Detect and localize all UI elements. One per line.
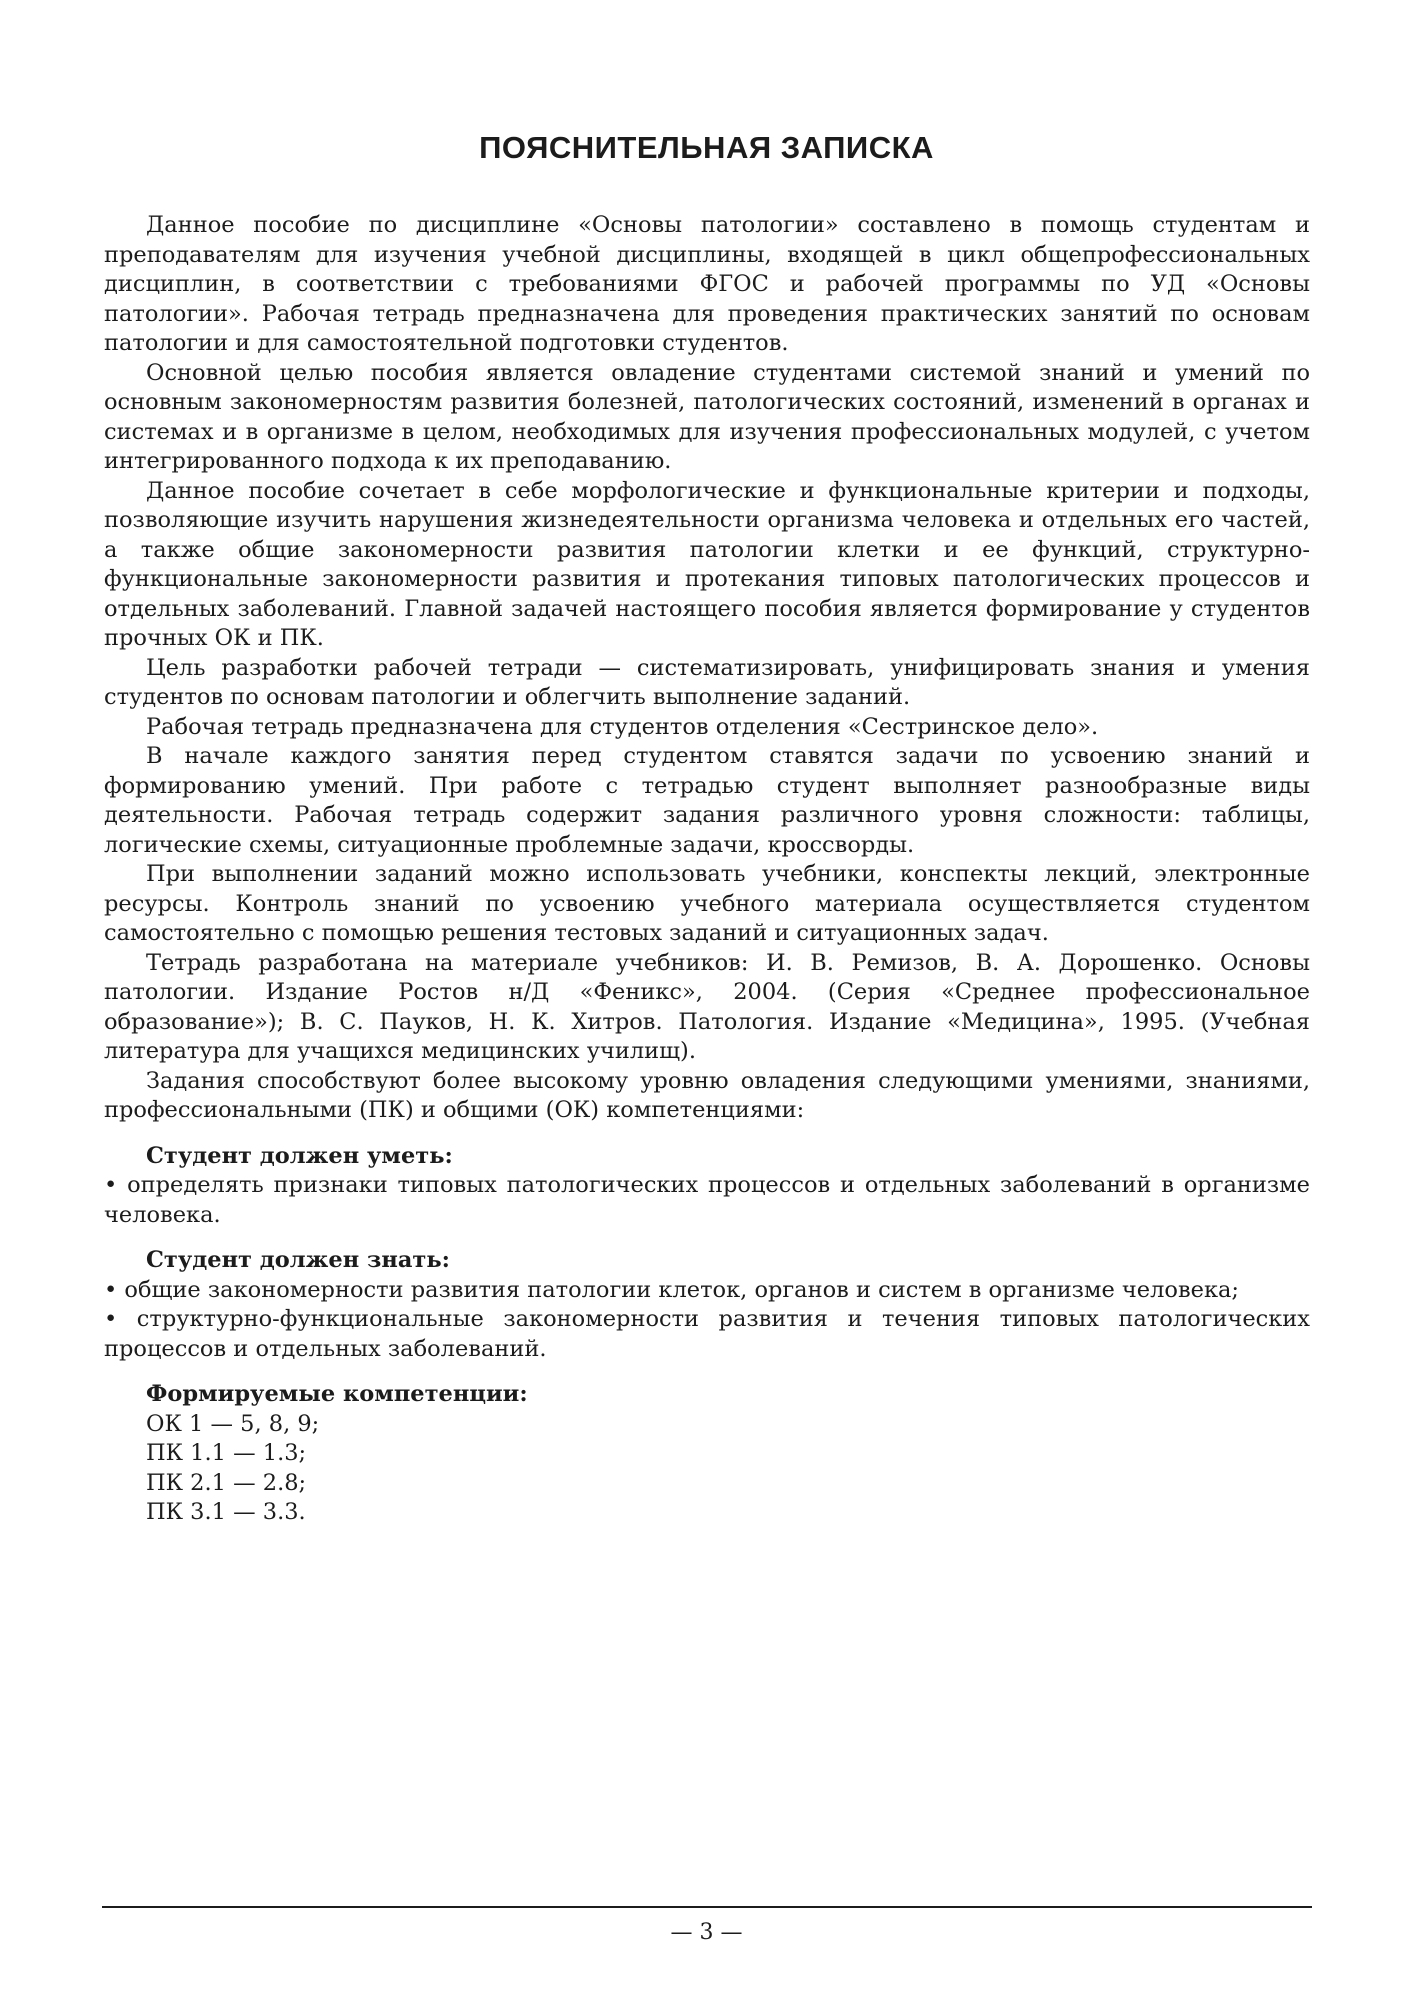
- paragraph: Данное пособие сочетает в себе морфологические и функциональные критерии и подходы, позволяющие изучить нарушения жизнедеятельности организма человека и отдельных его частей, а также общие закономерности развития патологии клетки и ее функций, структурно-функциональные закономерности развития и протекания типовых патологических процессов и отдельных заболеваний. Главной задачей настоящего пособия является формирование у студентов прочных ОК и ПК.: [104, 477, 1310, 651]
- knowledge-section: [104, 1246, 1310, 1364]
- competency-item: ПК 3.1 — 3.3.: [146, 1499, 306, 1525]
- competencies-heading: Формируемые компетенции:: [146, 1381, 528, 1407]
- competency-item: ПК 1.1 — 1.3;: [146, 1440, 307, 1466]
- paragraph: Тетрадь разработана на материале учебников: И. В. Ремизов, В. А. Дорошенко. Основы патологии. Издание Ростов н/Д «Феникс», 2004. (Серия «Среднее профессиональное образование»); В. С. Пауков, Н. К. Хитров. Патология. Издание «Медицина», 1995. (Учебная литература для учащихся медицинских училищ).: [104, 949, 1310, 1064]
- competency-item: ОК 1 — 5, 8, 9;: [146, 1410, 320, 1437]
- paragraph: Рабочая тетрадь предназначена для студентов отделения «Сестринское дело».: [146, 713, 1099, 740]
- skills-item: • определять признаки типовых патологических процессов и отдельных заболеваний в организме человека.: [104, 1172, 1310, 1228]
- document-body: [104, 211, 1310, 1528]
- skills-heading: Студент должен уметь:: [146, 1142, 453, 1169]
- paragraph: Цель разработки рабочей тетради — систематизировать, унифицировать знания и умения студентов по основам патологии и облегчить выполнение заданий.: [104, 654, 1310, 710]
- paragraph: В начале каждого занятия перед студентом ставятся задачи по усвоению знаний и формированию умений. При работе с тетрадью студент выполняет разнообразные виды деятельности. Рабочая тетрадь содержит задания различного уровня сложности: таблицы, логические схемы, ситуационные проблемные задачи, кроссворды.: [104, 743, 1310, 858]
- paragraph: Основной целью пособия является овладение студентами системой знаний и умений по основным закономерностям развития болезней, патологических состояний, изменений в органах и системах и в организме в целом, необходимых для изучения профессиональных модулей, с учетом интегрированного подхода к их преподаванию.: [104, 359, 1310, 474]
- footer-divider: [102, 1906, 1312, 1908]
- paragraph: При выполнении заданий можно использовать учебники, конспекты лекций, электронные ресурсы. Контроль знаний по усвоению учебного материала осуществляется студентом самостоятельно с помощью решения тестовых заданий и ситуационных задач.: [104, 861, 1310, 946]
- competency-item: ПК 2.1 — 2.8;: [146, 1469, 307, 1496]
- competencies-section: [104, 1380, 1310, 1528]
- knowledge-item: • структурно-функциональные закономерности развития и течения типовых патологических процессов и отдельных заболеваний.: [104, 1306, 1310, 1362]
- knowledge-heading: Студент должен знать:: [146, 1247, 450, 1273]
- paragraph: Задания способствуют более высокому уровню овладения следующими умениями, знаниями, профессиональными (ПК) и общими (ОК) компетенциями:: [104, 1067, 1310, 1123]
- page-number: — 3 —: [670, 1920, 743, 1945]
- knowledge-item: • общие закономерности развития патологии клеток, органов и систем в организме человека;: [104, 1276, 1239, 1303]
- skills-section: [104, 1142, 1310, 1231]
- paragraph: Данное пособие по дисциплине «Основы патологии» составлено в помощь студентам и преподавателям для изучения учебной дисциплины, входящей в цикл общепрофессиональных дисциплин, в соответствии с требованиями ФГОС и рабочей программы по УД «Основы патологии». Рабочая тетрадь предназначена для проведения практических занятий по основам патологии и для самостоятельной подготовки студентов.: [104, 212, 1310, 356]
- page-title: ПОЯСНИТЕЛЬНАЯ ЗАПИСКА: [479, 130, 934, 165]
